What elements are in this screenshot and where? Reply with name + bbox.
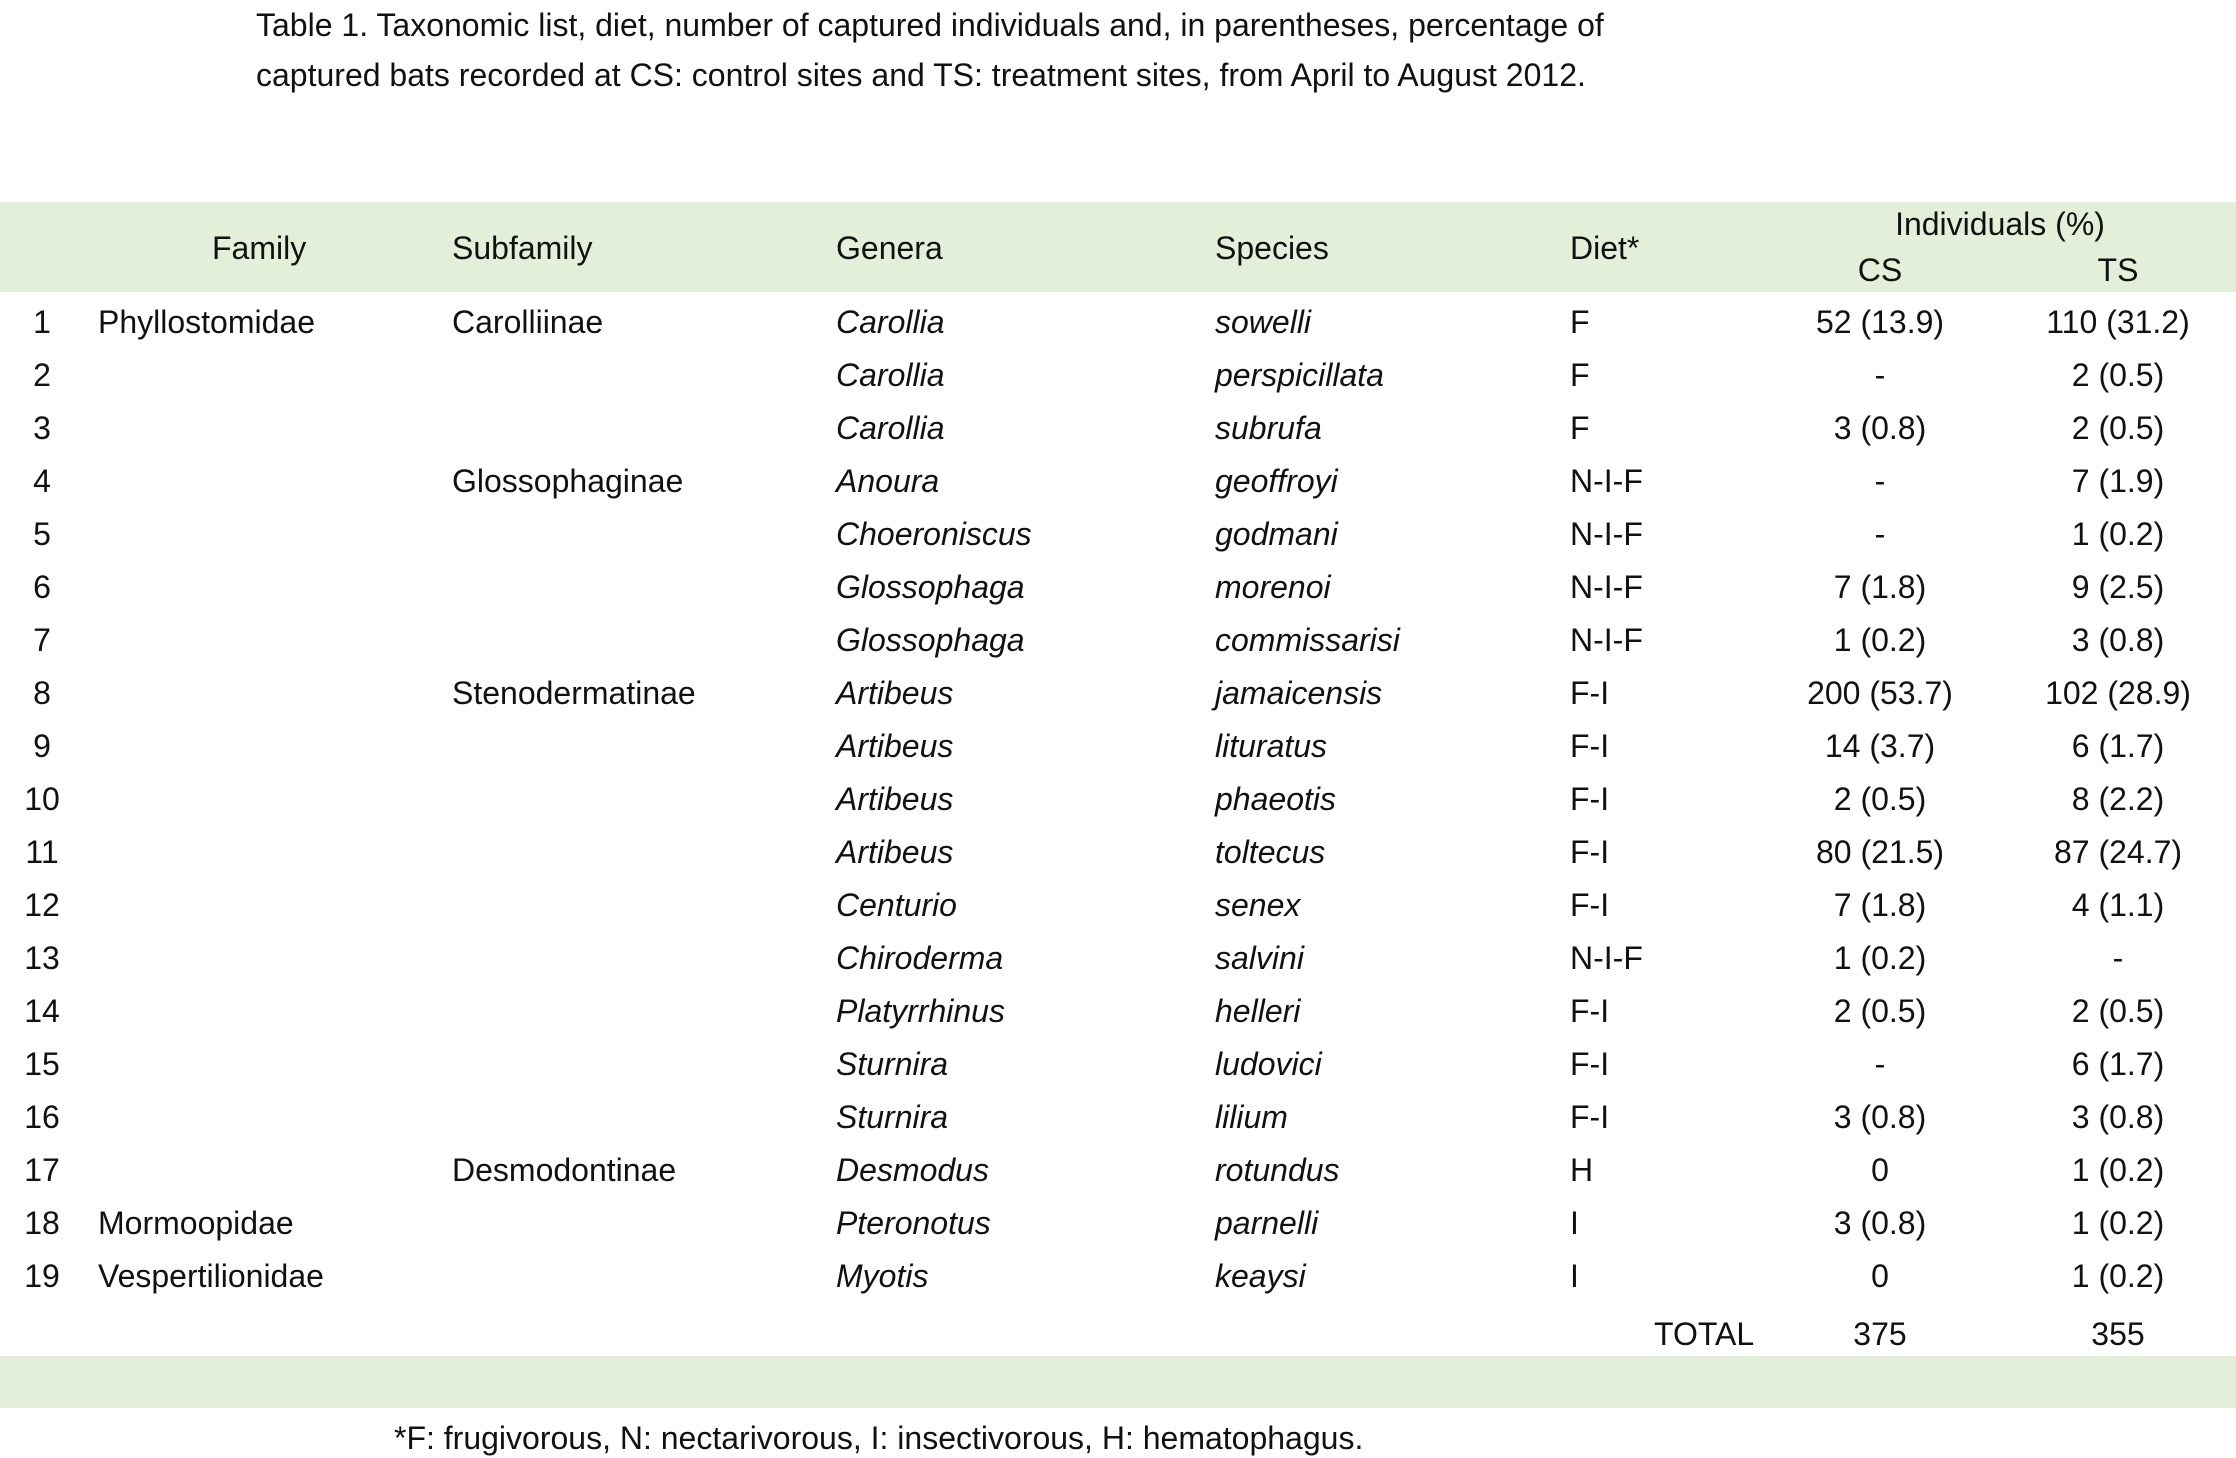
row-genus: Artibeus (836, 781, 954, 817)
row-genus: Centurio (836, 887, 957, 923)
row-subfamily: Stenodermatinae (452, 675, 696, 711)
row-genus: Artibeus (836, 834, 954, 870)
row-species: senex (1215, 887, 1301, 923)
row-ts: 1 (0.2) (2071, 516, 2165, 552)
row-cs: 2 (0.5) (1833, 781, 1927, 817)
row-diet: I (1570, 1205, 1579, 1241)
row-species: perspicillata (1215, 357, 1384, 393)
row-ts: 9 (2.5) (2071, 569, 2165, 605)
row-species: sowelli (1215, 304, 1312, 340)
row-ts: 2 (0.5) (2071, 410, 2165, 446)
caption-line-2: captured bats recorded at CS: control sites and TS: treatment sites, from April to August 2012. (256, 57, 1586, 93)
row-number: 7 (33, 622, 51, 658)
row-number: 8 (33, 675, 51, 711)
row-diet: I (1570, 1258, 1579, 1294)
row-family: Mormoopidae (98, 1205, 294, 1241)
row-genus: Carollia (836, 357, 945, 393)
row-subfamily: Glossophaginae (452, 463, 684, 499)
row-species: morenoi (1215, 569, 1331, 605)
row-ts: 8 (2.2) (2071, 781, 2165, 817)
row-genus: Chiroderma (836, 940, 1004, 976)
row-number: 13 (24, 940, 60, 976)
row-species: commissarisi (1215, 622, 1400, 658)
row-number: 9 (33, 728, 51, 764)
row-number: 11 (25, 834, 59, 870)
row-genus: Myotis (836, 1258, 929, 1294)
row-diet: F (1570, 410, 1590, 446)
row-species: rotundus (1215, 1152, 1340, 1188)
row-ts: - (2112, 940, 2124, 976)
row-cs: - (1874, 516, 1886, 552)
row-genus: Sturnira (836, 1046, 949, 1082)
row-species: phaeotis (1215, 781, 1336, 817)
row-cs: 3 (0.8) (1833, 1205, 1927, 1241)
row-ts: 110 (31.2) (2046, 304, 2190, 340)
row-number: 6 (33, 569, 51, 605)
header-family: Family (212, 230, 307, 266)
row-cs: 1 (0.2) (1833, 940, 1927, 976)
row-number: 15 (24, 1046, 60, 1082)
row-ts: 87 (24.7) (2053, 834, 2183, 870)
row-species: subrufa (1215, 410, 1322, 446)
row-family: Vespertilionidae (98, 1258, 324, 1294)
row-species: godmani (1215, 516, 1338, 552)
row-ts: 1 (0.2) (2071, 1152, 2165, 1188)
row-diet: F-I (1570, 834, 1610, 870)
row-ts: 102 (28.9) (2045, 675, 2191, 711)
row-subfamily: Carolliinae (452, 304, 604, 340)
row-ts: 3 (0.8) (2071, 622, 2165, 658)
row-ts: 1 (0.2) (2071, 1258, 2165, 1294)
row-genus: Carollia (836, 410, 945, 446)
row-genus: Artibeus (836, 728, 954, 764)
row-species: ludovici (1215, 1046, 1322, 1082)
row-diet: N-I-F (1570, 516, 1643, 552)
row-cs: 2 (0.5) (1833, 993, 1927, 1029)
header-subfamily: Subfamily (452, 230, 593, 266)
row-cs: 3 (0.8) (1833, 1099, 1927, 1135)
row-diet: N-I-F (1570, 569, 1643, 605)
row-genus: Pteronotus (836, 1205, 991, 1241)
row-subfamily: Desmodontinae (452, 1152, 677, 1188)
row-diet: F-I (1570, 675, 1610, 711)
row-ts: 4 (1.1) (2071, 887, 2165, 923)
row-ts: 1 (0.2) (2071, 1205, 2165, 1241)
row-cs: 52 (13.9) (1815, 304, 1945, 340)
row-cs: 0 (1871, 1258, 1889, 1294)
row-cs: 0 (1871, 1152, 1889, 1188)
header-genera: Genera (836, 230, 943, 266)
table-footer-band (0, 1356, 2236, 1408)
row-diet: F-I (1570, 887, 1610, 923)
header-cs: CS (1857, 252, 1903, 288)
row-family: Phyllostomidae (98, 304, 315, 340)
row-diet: F-I (1570, 728, 1610, 764)
row-genus: Artibeus (836, 675, 954, 711)
row-diet: N-I-F (1570, 463, 1643, 499)
row-species: salvini (1215, 940, 1304, 976)
row-species: lituratus (1215, 728, 1328, 764)
row-diet: H (1570, 1152, 1594, 1188)
table-caption (256, 0, 2156, 100)
row-cs: 80 (21.5) (1815, 834, 1945, 870)
total-cs: 375 (1853, 1316, 1907, 1352)
row-number: 17 (24, 1152, 60, 1188)
row-diet: F-I (1570, 781, 1610, 817)
row-number: 5 (33, 516, 51, 552)
row-species: helleri (1215, 993, 1301, 1029)
row-species: geoffroyi (1215, 463, 1338, 499)
row-species: parnelli (1215, 1205, 1319, 1241)
row-number: 2 (33, 357, 51, 393)
row-diet: N-I-F (1570, 622, 1643, 658)
row-diet: F (1570, 357, 1590, 393)
row-diet: F (1570, 304, 1590, 340)
row-genus: Desmodus (836, 1152, 989, 1188)
row-number: 16 (24, 1099, 60, 1135)
row-ts: 3 (0.8) (2071, 1099, 2165, 1135)
row-ts: 7 (1.9) (2071, 463, 2165, 499)
header-species: Species (1215, 230, 1329, 266)
row-ts: 2 (0.5) (2071, 993, 2165, 1029)
row-number: 14 (24, 993, 60, 1029)
caption-line-1: Table 1. Taxonomic list, diet, number of captured individuals and, in parentheses, percentage of (256, 7, 1604, 43)
row-cs: 200 (53.7) (1807, 675, 1953, 711)
row-cs: 7 (1.8) (1833, 887, 1927, 923)
row-genus: Sturnira (836, 1099, 949, 1135)
row-genus: Choeroniscus (836, 516, 1032, 552)
total-ts: 355 (2091, 1316, 2145, 1352)
row-species: keaysi (1215, 1258, 1306, 1294)
row-genus: Glossophaga (836, 622, 1025, 658)
row-diet: F-I (1570, 1046, 1610, 1082)
row-cs: - (1874, 1046, 1886, 1082)
row-diet: N-I-F (1570, 940, 1643, 976)
row-ts: 6 (1.7) (2071, 1046, 2165, 1082)
row-number: 4 (33, 463, 51, 499)
row-species: lilium (1215, 1099, 1288, 1135)
row-diet: F-I (1570, 1099, 1610, 1135)
row-genus: Carollia (836, 304, 945, 340)
row-genus: Glossophaga (836, 569, 1025, 605)
row-cs: 3 (0.8) (1833, 410, 1927, 446)
row-number: 3 (33, 410, 51, 446)
row-species: toltecus (1215, 834, 1326, 870)
row-genus: Anoura (836, 463, 940, 499)
row-diet: F-I (1570, 993, 1610, 1029)
diet-footnote: *F: frugivorous, N: nectarivorous, I: insectivorous, H: hematophagus. (394, 1420, 1364, 1456)
row-cs: 7 (1.8) (1833, 569, 1927, 605)
row-genus: Platyrrhinus (836, 993, 1005, 1029)
row-ts: 2 (0.5) (2071, 357, 2165, 393)
row-cs: - (1874, 463, 1886, 499)
row-number: 1 (33, 304, 51, 340)
header-individuals: Individuals (%) (1895, 206, 2105, 242)
row-number: 12 (24, 887, 60, 923)
header-ts: TS (2097, 252, 2139, 288)
row-number: 19 (24, 1258, 60, 1294)
row-number: 18 (24, 1205, 60, 1241)
row-cs: - (1874, 357, 1886, 393)
row-cs: 1 (0.2) (1833, 622, 1927, 658)
row-ts: 6 (1.7) (2071, 728, 2165, 764)
row-cs: 14 (3.7) (1824, 728, 1936, 764)
row-number: 10 (24, 781, 60, 817)
total-label: TOTAL (1654, 1316, 1755, 1352)
header-diet: Diet* (1570, 230, 1640, 266)
row-species: jamaicensis (1215, 675, 1383, 711)
